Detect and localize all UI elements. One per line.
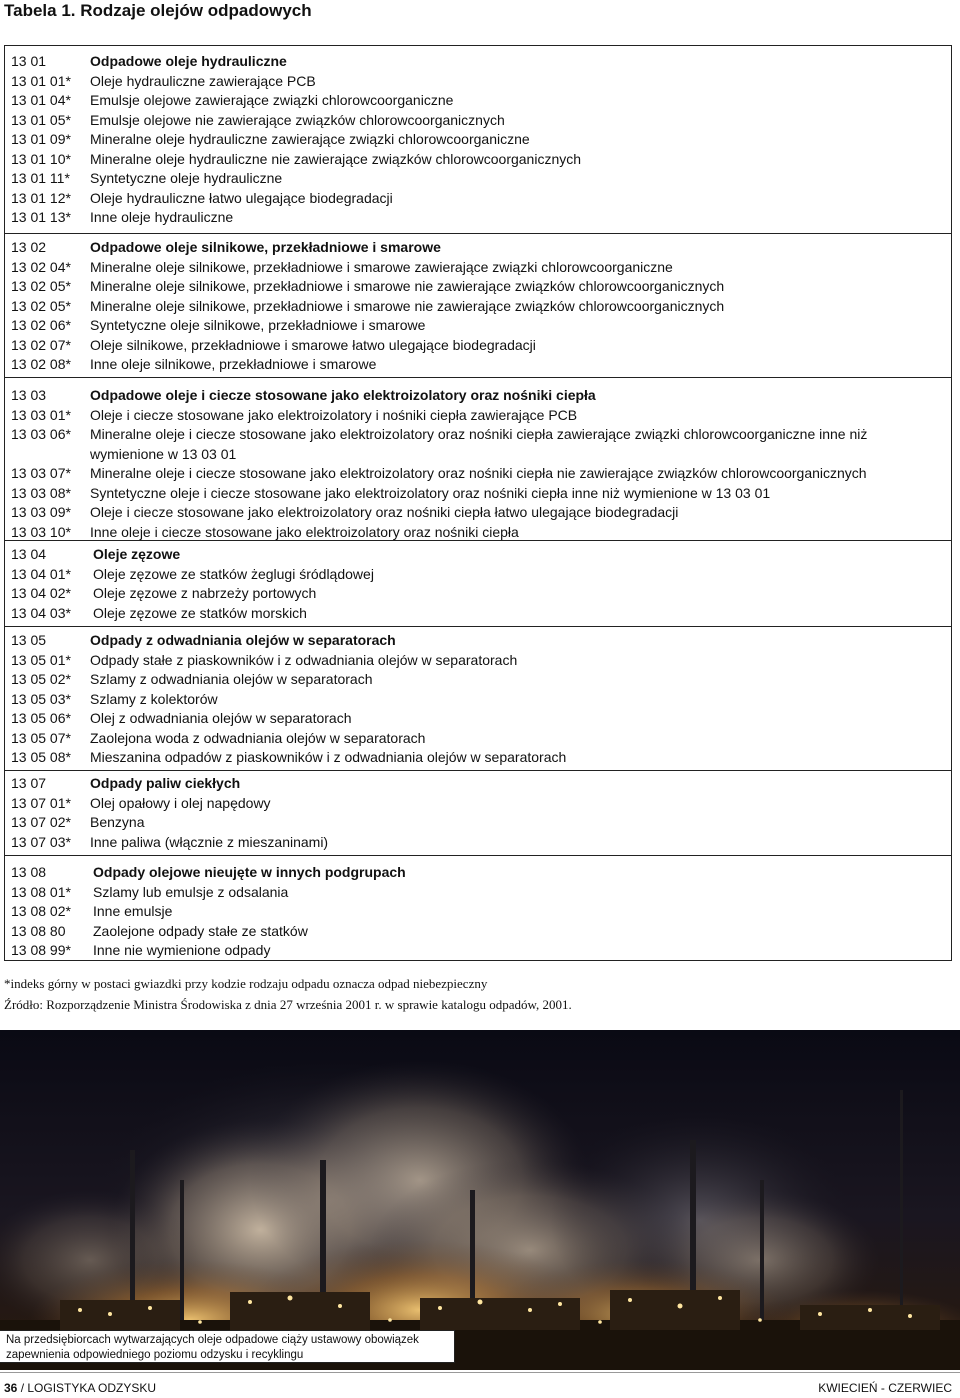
waste-description: Mineralne oleje i ciecze stosowane jako elektroizolatory oraz nośniki ciepła nie zawierające związków chlorowcoorganicznych xyxy=(90,465,867,481)
waste-description: Inne emulsje xyxy=(93,903,173,919)
waste-code: 13 01 09* xyxy=(11,131,71,147)
waste-code: 13 02 xyxy=(11,239,47,255)
waste-description: Mineralne oleje hydrauliczne zawierające związki chlorowcoorganiczne xyxy=(90,131,530,147)
table-row xyxy=(5,709,951,729)
table-row xyxy=(5,150,951,170)
source-note: Źródło: Rozporządzenie Ministra Środowiska z dnia 27 września 2001 r. w sprawie katalogu odpadów, 2001. xyxy=(4,997,572,1012)
group-heading-row xyxy=(5,386,951,406)
table-row xyxy=(5,902,951,922)
table-row xyxy=(5,355,951,375)
waste-description: Oleje i ciecze stosowane jako elektroizolatory i nośniki ciepła zawierające PCB xyxy=(90,406,578,423)
table-row xyxy=(5,425,951,464)
waste-code: 13 01 13* xyxy=(11,209,71,225)
waste-description: Oleje zęzowe xyxy=(93,546,181,562)
waste-description: Inne oleje i ciecze stosowane jako elektroizolatory oraz nośniki ciepła xyxy=(90,523,519,540)
table-row xyxy=(5,258,951,278)
waste-code: 13 05 01* xyxy=(11,651,71,668)
footer-page-info xyxy=(4,1380,156,1396)
table-row xyxy=(5,406,951,426)
waste-code: 13 01 01* xyxy=(11,72,71,89)
waste-description: Inne oleje silnikowe, przekładniowe i smarowe xyxy=(90,356,377,372)
waste-code: 13 07 03* xyxy=(11,833,71,850)
group-13-07 xyxy=(5,771,951,856)
waste-code: 13 05 02* xyxy=(11,671,71,687)
table-row xyxy=(5,111,951,131)
waste-code: 13 01 12* xyxy=(11,189,71,206)
table-row xyxy=(5,130,951,150)
waste-description: Zaolejona woda z odwadniania olejów w separatorach xyxy=(90,729,426,746)
waste-code: 13 03 xyxy=(11,387,47,403)
waste-description: Olej opałowy i olej napędowy xyxy=(90,794,271,811)
waste-description: Oleje silnikowe, przekładniowe i smarowe łatwo ulegające biodegradacji xyxy=(90,336,536,353)
waste-code: 13 01 xyxy=(11,53,47,69)
waste-code: 13 08 02* xyxy=(11,903,71,919)
waste-description: Odpady paliw ciekłych xyxy=(90,775,241,791)
group-13-08 xyxy=(5,856,951,962)
issue-label: KWIECIEŃ - CZERWIEC xyxy=(818,1381,952,1395)
table-row xyxy=(5,189,951,209)
table-row xyxy=(5,169,951,189)
waste-code: 13 03 10* xyxy=(11,523,71,540)
waste-code: 13 01 04* xyxy=(11,92,71,108)
waste-description: Odpady z odwadniania olejów w separatorach xyxy=(90,632,396,648)
waste-description: Odpadowe oleje silnikowe, przekładniowe i smarowe xyxy=(90,239,441,255)
table-row xyxy=(5,336,951,356)
footer-divider xyxy=(0,1372,960,1373)
waste-description: Odpady stałe z piaskowników i z odwadniania olejów w separatorach xyxy=(90,651,518,668)
waste-description: Oleje zęzowe ze statków żeglugi śródlądowej xyxy=(93,565,374,582)
waste-code: 13 02 06* xyxy=(11,317,71,333)
waste-code: 13 04 02* xyxy=(11,585,71,601)
waste-code: 13 04 01* xyxy=(11,565,71,582)
waste-description: Odpadowe oleje hydrauliczne xyxy=(90,53,287,69)
waste-description: Odpady olejowe nieujęte w innych podgrupach xyxy=(93,864,406,880)
waste-code: 13 01 10* xyxy=(11,150,71,167)
group-heading-row xyxy=(5,52,951,72)
waste-description: Mineralne oleje i ciecze stosowane jako elektroizolatory oraz nośniki ciepła zawierające związki chlorowcoorganiczne inne niż wymienione w 13 03 01 xyxy=(90,426,868,462)
table-row xyxy=(5,651,951,671)
group-heading-row xyxy=(5,545,951,565)
table-row xyxy=(5,316,951,336)
waste-description: Zaolejone odpady stałe ze statków xyxy=(93,922,308,939)
waste-description: Mineralne oleje hydrauliczne nie zawierające związków chlorowcoorganicznych xyxy=(90,150,582,167)
waste-description: Oleje hydrauliczne łatwo ulegające biodegradacji xyxy=(90,189,393,206)
waste-code: 13 05 xyxy=(11,632,47,648)
waste-description: Oleje zęzowe z nabrzeży portowych xyxy=(93,585,317,601)
group-13-03 xyxy=(5,378,951,541)
table-row xyxy=(5,565,951,585)
waste-code: 13 08 01* xyxy=(11,883,71,900)
waste-code: 13 03 06* xyxy=(11,426,71,442)
waste-code: 13 03 07* xyxy=(11,465,71,481)
footnote: *indeks górny w postaci gwiazdki przy kodzie rodzaju odpadu oznacza odpad niebezpieczny xyxy=(4,976,488,991)
waste-code: 13 02 07* xyxy=(11,336,71,353)
table-row xyxy=(5,584,951,604)
table-row xyxy=(5,922,951,942)
table-row xyxy=(5,941,951,961)
waste-description: Inne oleje hydrauliczne xyxy=(90,209,234,225)
group-heading-row xyxy=(5,863,951,883)
page-number: 36 xyxy=(4,1381,18,1395)
waste-description: Mineralne oleje silnikowe, przekładniowe i smarowe zawierające związki chlorowcoorganiczne xyxy=(90,258,673,275)
waste-code: 13 01 11* xyxy=(11,170,70,186)
waste-description: Szlamy z kolektorów xyxy=(90,690,218,707)
table-row xyxy=(5,277,951,297)
waste-description: Emulsje olejowe zawierające związki chlorowcoorganiczne xyxy=(90,92,454,108)
table-row xyxy=(5,794,951,814)
waste-description: Oleje hydrauliczne zawierające PCB xyxy=(90,72,316,89)
waste-description: Emulsje olejowe nie zawierające związków chlorowcoorganicznych xyxy=(90,111,505,128)
table-row xyxy=(5,883,951,903)
group-13-02 xyxy=(5,234,951,378)
waste-code: 13 03 08* xyxy=(11,484,71,501)
waste-description: Mieszanina odpadów z piaskowników i z odwadniania olejów w separatorach xyxy=(90,749,567,765)
table-row xyxy=(5,813,951,833)
waste-description: Szlamy lub emulsje z odsalania xyxy=(93,883,289,900)
table-row xyxy=(5,208,951,228)
waste-code: 13 05 08* xyxy=(11,749,71,765)
waste-description: Oleje zęzowe ze statków morskich xyxy=(93,604,307,621)
group-13-04 xyxy=(5,541,951,627)
group-heading-row xyxy=(5,774,951,794)
waste-code: 13 08 xyxy=(11,864,47,880)
table-row xyxy=(5,72,951,92)
waste-code: 13 05 03* xyxy=(11,690,71,707)
table-title: Tabela 1. Rodzaje olejów odpadowych xyxy=(4,1,312,20)
waste-code: 13 07 02* xyxy=(11,814,71,830)
waste-description: Mineralne oleje silnikowe, przekładniowe i smarowe nie zawierające związków chlorowcoorganicznych xyxy=(90,297,725,314)
waste-description: Odpadowe oleje i ciecze stosowane jako elektroizolatory oraz nośniki ciepła xyxy=(90,387,596,403)
waste-code: 13 08 99* xyxy=(11,942,71,958)
table-row xyxy=(5,503,951,523)
waste-code: 13 07 01* xyxy=(11,794,71,811)
waste-description: Szlamy z odwadniania olejów w separatorach xyxy=(90,671,373,687)
waste-code: 13 04 xyxy=(11,546,47,562)
waste-description: Syntetyczne oleje hydrauliczne xyxy=(90,170,283,186)
waste-description: Syntetyczne oleje i ciecze stosowane jako elektroizolatory oraz nośniki ciepła inne niż wymienione w 13 03 01 xyxy=(90,484,771,501)
photo-caption: Na przedsiębiorcach wytwarzających oleje odpadowe ciąży ustawowy obowiązek zapewnienia odpowiedniego poziomu odzysku i recyklingu xyxy=(0,1330,455,1363)
waste-code: 13 03 01* xyxy=(11,406,71,423)
waste-description: Syntetyczne oleje silnikowe, przekładniowe i smarowe xyxy=(90,317,426,333)
group-13-05 xyxy=(5,627,951,771)
group-heading-row xyxy=(5,631,951,651)
waste-description: Benzyna xyxy=(90,814,145,830)
waste-code: 13 05 06* xyxy=(11,710,71,726)
table-row xyxy=(5,729,951,749)
table-row xyxy=(5,297,951,317)
waste-description: Olej z odwadniania olejów w separatorach xyxy=(90,710,352,726)
waste-description: Oleje i ciecze stosowane jako elektroizolatory oraz nośniki ciepła łatwo ulegające biodegradacji xyxy=(90,504,679,520)
waste-code: 13 05 07* xyxy=(11,729,71,746)
waste-code: 13 08 80 xyxy=(11,922,66,939)
group-13-01 xyxy=(5,46,951,234)
refinery-night-photo xyxy=(0,1030,960,1370)
waste-code: 13 07 xyxy=(11,775,47,791)
waste-description: Inne paliwa (włącznie z mieszaninami) xyxy=(90,833,329,850)
waste-code: 13 02 04* xyxy=(11,258,71,275)
table-row xyxy=(5,91,951,111)
table-row xyxy=(5,748,951,768)
waste-code: 13 02 05* xyxy=(11,278,71,294)
table-row xyxy=(5,464,951,484)
section-name: / LOGISTYKA ODZYSKU xyxy=(17,1381,157,1395)
table-row xyxy=(5,523,951,543)
waste-code: 13 03 09* xyxy=(11,504,71,520)
table-row xyxy=(5,604,951,624)
table-row xyxy=(5,670,951,690)
table-row xyxy=(5,833,951,853)
waste-code: 13 01 05* xyxy=(11,111,71,128)
table-row xyxy=(5,484,951,504)
waste-description: Mineralne oleje silnikowe, przekładniowe i smarowe nie zawierające związków chlorowcoorganicznych xyxy=(90,278,725,294)
waste-code: 13 02 08* xyxy=(11,356,71,372)
group-heading-row xyxy=(5,238,951,258)
waste-code: 13 04 03* xyxy=(11,604,71,621)
waste-description: Inne nie wymienione odpady xyxy=(93,942,271,958)
table-row xyxy=(5,690,951,710)
waste-oil-table xyxy=(4,45,952,961)
waste-code: 13 02 05* xyxy=(11,297,71,314)
